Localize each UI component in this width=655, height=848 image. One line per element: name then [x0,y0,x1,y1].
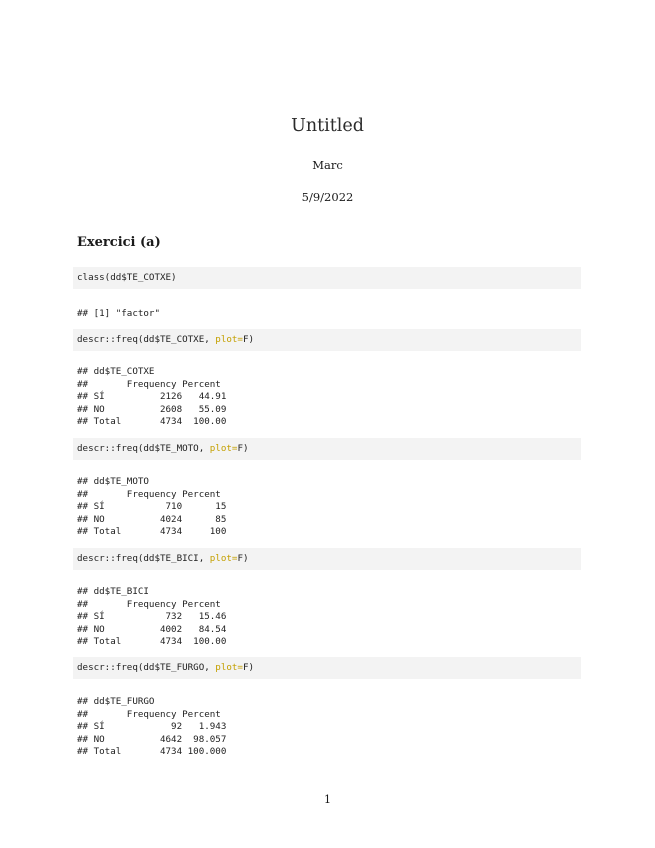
output-line: ## NO 4002 84.54 [77,623,227,635]
code-value: F) [237,553,249,564]
code-value: F) [242,662,255,673]
output-line: ## SÍ 710 15 [77,501,227,513]
code-chunk-freq-moto [73,438,581,460]
output-line: ## Total 4734 100.000 [77,746,227,758]
code-argument: plot= [215,662,243,673]
code-chunk-freq-cotxe [73,329,581,351]
output-line: ## SÍ 92 1.943 [77,721,227,733]
output-freq-cotxe [77,366,226,429]
code-call: descr::freq(dd$TE_COTXE, [77,334,216,345]
code-argument: plot= [209,553,238,564]
date: 5/9/2022 [301,190,354,204]
output-line: ## Total 4734 100.00 [77,636,227,648]
section-heading: Exercici (a) [77,235,161,250]
code-call: descr::freq(dd$TE_MOTO, [77,443,210,454]
author: Marc [312,158,343,172]
code-chunk-freq-furgo [73,657,581,679]
page-number: 1 [324,793,331,806]
output-freq-moto [77,476,226,539]
output-line: ## SÍ 2126 44.91 [77,391,227,403]
output-freq-bici [77,586,226,649]
output-line: ## NO 4642 98.057 [77,733,227,745]
output-freq-furgo [77,696,226,759]
output-line: ## Frequency Percent [77,708,221,720]
output-line: ## dd$TE_MOTO [77,476,149,487]
code-line [77,443,249,456]
output-line: ## Frequency Percent [77,378,221,390]
code-line: class(dd$TE_COTXE) [77,272,177,283]
code-line [77,662,254,675]
output-line: ## dd$TE_FURGO [77,696,155,707]
page-title: Untitled [291,116,364,136]
code-call: descr::freq(dd$TE_BICI, [77,553,210,564]
output-line: ## NO 4024 85 [77,513,227,525]
output-class: ## [1] "factor" [77,308,160,319]
output-line: ## NO 2608 55.09 [77,403,227,415]
code-argument: plot= [209,443,238,454]
output-line: ## SÍ 732 15.46 [77,611,227,623]
output-line: ## Total 4734 100 [77,526,227,538]
code-line [77,334,254,347]
code-call: descr::freq(dd$TE_FURGO, [77,662,216,673]
code-chunk-class [73,267,581,289]
code-value: F) [242,334,255,345]
output-line: ## Total 4734 100.00 [77,416,227,428]
code-line [77,553,249,566]
output-line: ## dd$TE_BICI [77,586,149,597]
code-value: F) [237,443,249,454]
code-chunk-freq-bici [73,548,581,570]
output-line: ## dd$TE_COTXE [77,366,155,377]
code-argument: plot= [215,334,243,345]
output-line: ## Frequency Percent [77,598,221,610]
output-line: ## Frequency Percent [77,488,221,500]
